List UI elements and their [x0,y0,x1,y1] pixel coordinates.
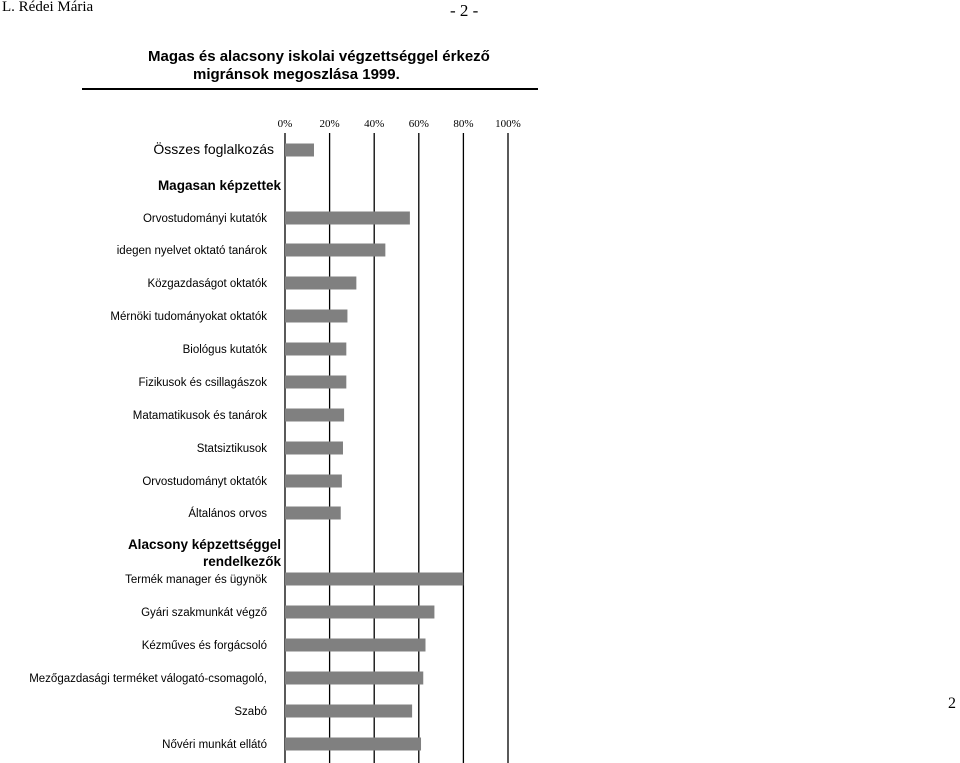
bar [285,343,346,356]
category-label: Statsiztikusok [196,443,267,455]
bar [285,606,434,619]
bar [285,672,423,685]
category-label: Általános orvos [188,508,267,520]
bar [285,310,347,323]
bar [285,212,410,225]
x-tick-label: 60% [408,118,429,130]
category-label: Gyári szakmunkát végző [141,607,267,619]
bar [285,244,385,257]
bar [285,376,346,389]
category-label: idegen nyelvet oktató tanárok [116,245,267,257]
section-header: rendelkezők [202,554,281,569]
bar [285,738,421,751]
bar [285,705,412,718]
page-number: - 2 - [450,1,479,20]
category-label: Kézműves és forgácsoló [141,640,267,652]
bar [285,573,463,586]
x-tick-label: 20% [319,118,340,130]
category-label: Termék manager és ügynök [125,574,267,586]
bar [285,639,425,652]
x-tick-label: 0% [277,118,293,130]
category-label: Szabó [234,706,267,718]
category-label: Fizikusok és csillagászok [138,377,267,389]
category-label: Orvostudományt oktatók [142,476,267,488]
chart-title-line-2: migránsok megoszlása 1999. [193,66,400,83]
bar [285,144,314,157]
category-label: Matamatikusok és tanárok [132,410,267,422]
bar [285,409,344,422]
category-label: Közgazdaságot oktatók [147,278,267,290]
bar [285,475,342,488]
category-label: Biológus kutatók [182,344,267,356]
section-header: Magasan képzettek [157,178,281,193]
x-tick-label: 80% [453,118,474,130]
x-tick-label: 40% [364,118,385,130]
bar [285,442,343,455]
category-label: Orvostudományi kutatók [142,213,267,225]
category-label: Összes foglalkozás [153,141,274,157]
bar [285,507,341,520]
bar [285,277,356,290]
category-label: Mezőgazdasági terméket válogató-csomagoló, [29,673,267,685]
side-page-number: 2 [948,695,956,712]
x-tick-label: 100% [495,118,521,130]
section-header: Alacsony képzettséggel [127,537,281,552]
category-label: Mérnöki tudományokat oktatók [110,311,267,323]
author-header: L. Rédei Mária [2,0,94,15]
category-label: Nővéri munkát ellátó [162,739,267,751]
chart-title-line-1: Magas és alacsony iskolai végzettséggel érkező [148,48,490,65]
